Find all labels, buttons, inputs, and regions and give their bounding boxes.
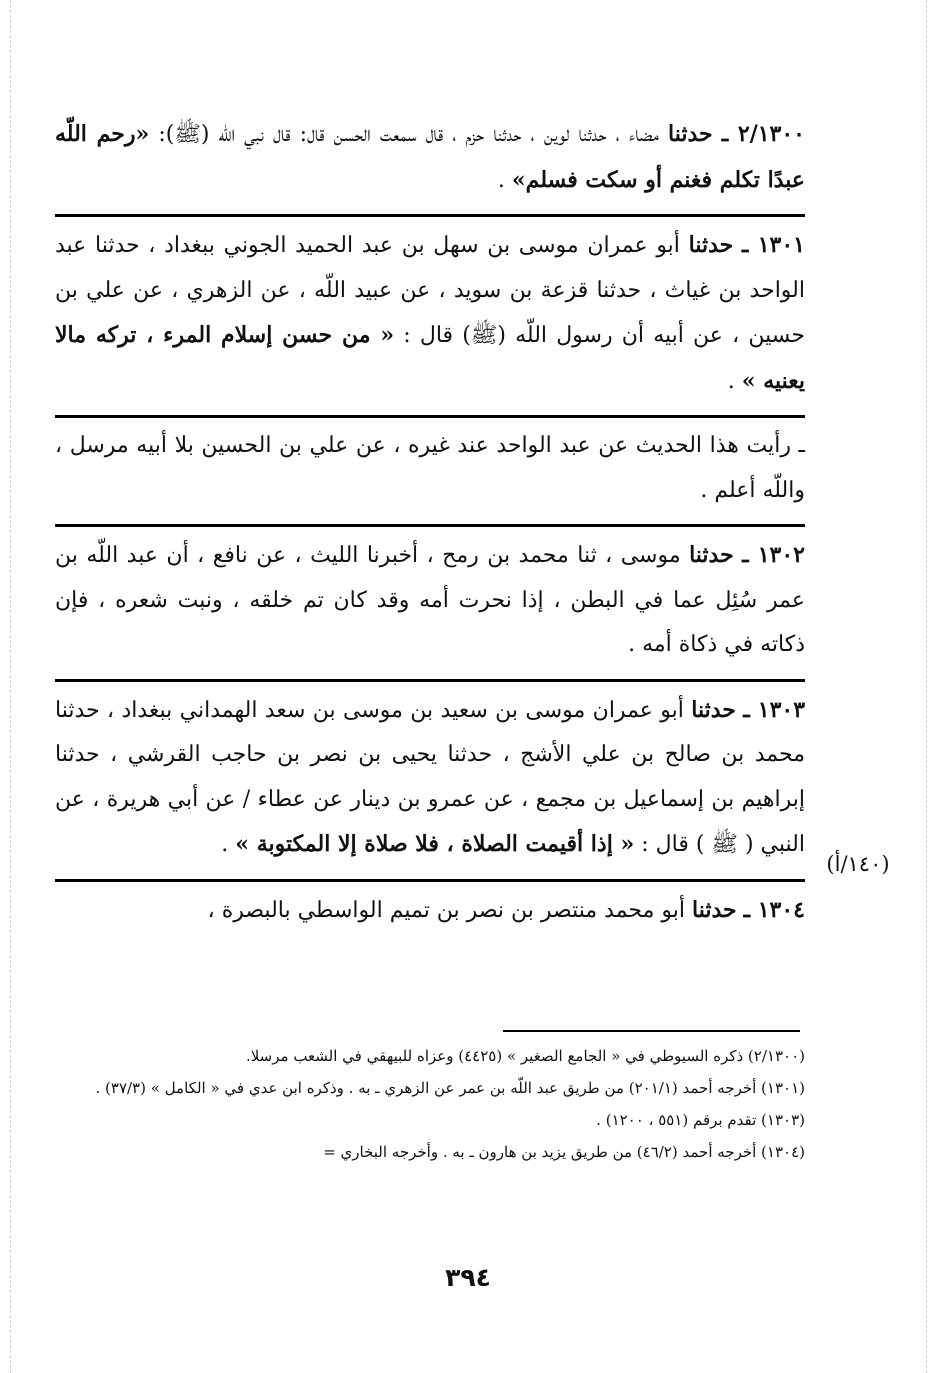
- hadith-number: ١٣٠٢ ـ: [742, 542, 805, 568]
- hadith-opening: حدثنا: [692, 896, 737, 923]
- page-number: ٣٩٤: [445, 1263, 491, 1292]
- hadith-chain: موسى ، ثنا محمد بن رمح ، أخبرنا الليث ، عن نافع ، أن عبد اللّه بن عمر سُئِل عما في البطن ، إذا نحرت أمه وقد كان تم خلقه ، ونبت شعره ، فإن ذكاته في ذكاة أمه .: [55, 543, 805, 657]
- hadith-matn: «رحم اللّه عبدًا تكلم فغنم أو سكت فسلم»: [55, 121, 805, 193]
- hadith-end: .: [727, 368, 735, 394]
- footnote-separator: [503, 1030, 800, 1032]
- main-text: [55, 112, 805, 933]
- hadith-comment: [55, 424, 805, 513]
- footnotes: [55, 1040, 805, 1168]
- hadith-entry: [55, 533, 805, 668]
- entry-divider: [55, 879, 805, 882]
- footnote: (١٣٠١) أخرجه أحمد (٢٠١/١) من طريق عبد اللّه بن عمر عن الزهري ـ به . وذكره ابن عدي في « الكامل » (٣٧/٣) .: [95, 1079, 805, 1097]
- left-fold-line: [10, 0, 11, 1373]
- hadith-chain: مضاء ، حدثنا لوين ، حدثنا حزم ، قال سمعت الحسن قال: قال نبي اللّه (ﷺ):: [158, 122, 659, 147]
- hadith-entry: [55, 112, 805, 203]
- hadith-number: ١٣٠٣ ـ: [743, 696, 806, 723]
- hadith-number: ٢/١٣٠٠ ـ: [721, 121, 805, 147]
- hadith-end: .: [497, 167, 505, 193]
- footnote: (١٣٠٤) أخرجه أحمد (٤٦/٢) من طريق يزيد بن هارون ـ به . وأخرجه البخاري =: [323, 1143, 805, 1161]
- hadith-number: ١٣٠٤ ـ: [743, 896, 805, 923]
- hadith-opening: حدثنا: [667, 121, 713, 147]
- hadith-matn: « من حسن إسلام المرء ، تركه مالا يعنيه »: [55, 322, 805, 394]
- hadith-entry: [55, 223, 805, 404]
- entry-divider: [55, 524, 805, 527]
- entry-divider: [55, 679, 805, 682]
- hadith-entry: [55, 888, 805, 934]
- hadith-opening: حدثنا: [689, 542, 734, 568]
- hadith-end: .: [221, 832, 229, 857]
- hadith-entry: [55, 688, 805, 868]
- hadith-chain: أبو عمران موسى بن سعيد بن موسى بن سعد الهمداني ببغداد ، حدثنا محمد بن صالح بن علي الأشج ، حدثنا يحيى بن نصر بن حاجب القرشي ، حدثنا إبراهيم بن إسماعيل بن مجمع ، عن عمرو بن دينار عن عطاء / عن أبي هريرة ، عن النبي ( ﷺ ) قال :: [55, 697, 805, 857]
- entry-divider: [55, 415, 805, 418]
- hadith-opening: حدثنا: [691, 696, 736, 723]
- right-fold-line: [926, 0, 927, 1373]
- hadith-matn: « إذا أقيمت الصلاة ، فلا صلاة إلا المكتوبة »: [235, 831, 635, 857]
- footnote: (١٣٠٣) تقدم برقم (٥٥١ ، ١٢٠٠) .: [596, 1111, 805, 1129]
- entry-divider: [55, 214, 805, 217]
- hadith-chain: أبو عمران موسى بن سهل بن عبد الحميد الجوني ببغداد ، حدثنا عبد الواحد بن غياث ، حدثنا قزعة بن سويد ، عن عبيد اللّه ، عن الزهري ، عن علي بن حسين ، عن أبيه أن رسول اللّه (ﷺ) قال :: [55, 233, 805, 348]
- comment-text: ـ رأيت هذا الحديث عن عبد الواحد عند غيره ، عن علي بن الحسين بلا أبيه مرسل ، واللّه أعلم .: [55, 433, 805, 503]
- footnote: (٢/١٣٠٠) ذكره السيوطي في « الجامع الصغير » (٤٤٢٥) وعزاه للبيهقي في الشعب مرسلا.: [245, 1047, 805, 1065]
- hadith-opening: حدثنا: [688, 232, 734, 258]
- hadith-chain: أبو محمد منتصر بن نصر بن تميم الواسطي بالبصرة ،: [207, 897, 685, 923]
- manuscript-folio-marker: (١٤٠/أ): [826, 852, 890, 876]
- hadith-number: ١٣٠١ ـ: [741, 232, 805, 258]
